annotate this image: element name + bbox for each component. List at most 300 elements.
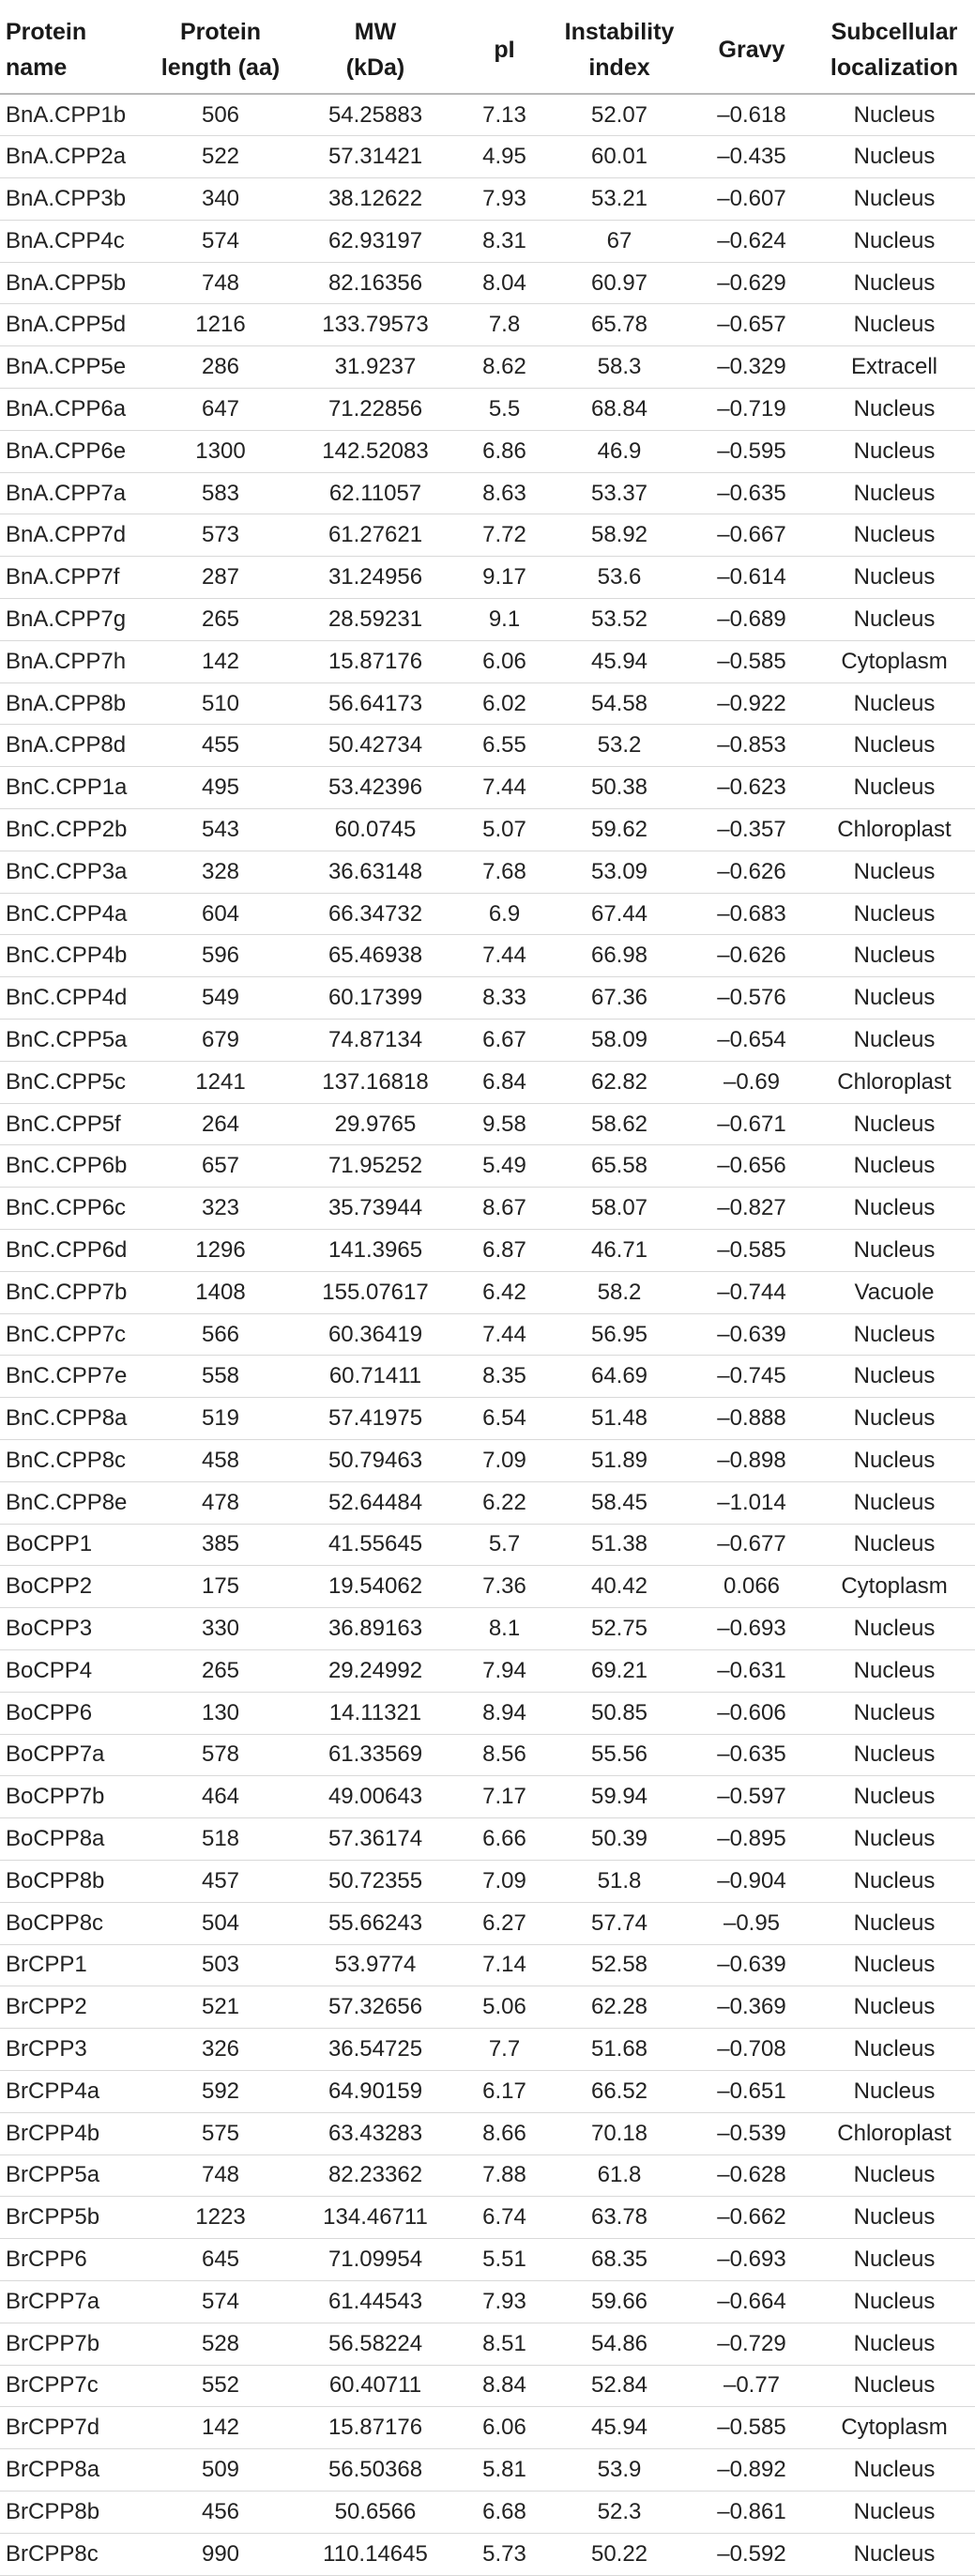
cell-subcellular-localization: Nucleus xyxy=(814,1398,975,1440)
table-row xyxy=(0,1145,975,1188)
table-row xyxy=(0,2365,975,2407)
cell-instability-index: 40.42 xyxy=(549,1566,690,1608)
cell-gravy: –0.592 xyxy=(690,2533,814,2575)
cell-protein-length: 506 xyxy=(150,94,291,136)
cell-instability-index: 57.74 xyxy=(549,1902,690,1944)
cell-protein-length: 1223 xyxy=(150,2197,291,2239)
cell-pi: 6.27 xyxy=(460,1902,549,1944)
cell-instability-index: 45.94 xyxy=(549,640,690,682)
cell-subcellular-localization: Nucleus xyxy=(814,178,975,221)
table-row xyxy=(0,1566,975,1608)
cell-protein-length: 574 xyxy=(150,220,291,262)
cell-instability-index: 53.21 xyxy=(549,178,690,221)
cell-subcellular-localization: Nucleus xyxy=(814,1902,975,1944)
cell-gravy: –0.585 xyxy=(690,1230,814,1272)
cell-mw: 66.34732 xyxy=(291,893,460,935)
cell-protein-length: 543 xyxy=(150,809,291,851)
cell-mw: 60.0745 xyxy=(291,809,460,851)
cell-pi: 6.06 xyxy=(460,2407,549,2449)
cell-pi: 7.72 xyxy=(460,514,549,557)
cell-protein-length: 175 xyxy=(150,1566,291,1608)
cell-mw: 57.32656 xyxy=(291,1986,460,2029)
cell-instability-index: 58.92 xyxy=(549,514,690,557)
cell-subcellular-localization: Nucleus xyxy=(814,851,975,893)
cell-mw: 14.11321 xyxy=(291,1692,460,1734)
cell-pi: 7.7 xyxy=(460,2029,549,2071)
cell-protein-name: BnA.CPP6a xyxy=(0,389,150,431)
cell-pi: 6.67 xyxy=(460,1020,549,1062)
cell-subcellular-localization: Nucleus xyxy=(814,1649,975,1692)
cell-protein-length: 264 xyxy=(150,1103,291,1145)
cell-pi: 7.09 xyxy=(460,1440,549,1482)
cell-mw: 31.24956 xyxy=(291,557,460,599)
table-row xyxy=(0,2280,975,2323)
cell-instability-index: 67 xyxy=(549,220,690,262)
cell-protein-length: 1241 xyxy=(150,1061,291,1103)
cell-pi: 6.06 xyxy=(460,640,549,682)
header-mw xyxy=(291,6,460,94)
table-row xyxy=(0,1692,975,1734)
table-row xyxy=(0,2407,975,2449)
cell-subcellular-localization: Vacuole xyxy=(814,1271,975,1313)
cell-mw: 60.40711 xyxy=(291,2365,460,2407)
cell-gravy: –0.729 xyxy=(690,2323,814,2365)
cell-protein-length: 478 xyxy=(150,1481,291,1524)
cell-instability-index: 50.85 xyxy=(549,1692,690,1734)
table-row xyxy=(0,682,975,725)
cell-mw: 71.95252 xyxy=(291,1145,460,1188)
protein-properties-table xyxy=(0,6,975,2576)
cell-subcellular-localization: Nucleus xyxy=(814,1313,975,1356)
cell-protein-name: BnA.CPP7a xyxy=(0,472,150,514)
cell-gravy: –0.618 xyxy=(690,94,814,136)
cell-pi: 6.02 xyxy=(460,682,549,725)
cell-subcellular-localization: Nucleus xyxy=(814,977,975,1020)
cell-gravy: –0.657 xyxy=(690,304,814,346)
cell-instability-index: 64.69 xyxy=(549,1356,690,1398)
table-row xyxy=(0,1020,975,1062)
cell-subcellular-localization: Nucleus xyxy=(814,935,975,977)
cell-instability-index: 53.52 xyxy=(549,599,690,641)
cell-protein-length: 566 xyxy=(150,1313,291,1356)
cell-subcellular-localization: Chloroplast xyxy=(814,1061,975,1103)
cell-instability-index: 60.01 xyxy=(549,136,690,178)
cell-gravy: –0.585 xyxy=(690,2407,814,2449)
cell-mw: 137.16818 xyxy=(291,1061,460,1103)
cell-protein-length: 748 xyxy=(150,262,291,304)
cell-mw: 50.6566 xyxy=(291,2491,460,2533)
table-row xyxy=(0,767,975,809)
cell-gravy: –0.626 xyxy=(690,851,814,893)
cell-pi: 6.17 xyxy=(460,2070,549,2112)
cell-instability-index: 62.28 xyxy=(549,1986,690,2029)
table-row xyxy=(0,178,975,221)
table-row xyxy=(0,1481,975,1524)
cell-mw: 60.36419 xyxy=(291,1313,460,1356)
cell-protein-name: BrCPP8b xyxy=(0,2491,150,2533)
header-protein-name xyxy=(0,6,150,94)
cell-subcellular-localization: Nucleus xyxy=(814,767,975,809)
cell-pi: 6.68 xyxy=(460,2491,549,2533)
cell-protein-name: BoCPP8b xyxy=(0,1860,150,1902)
cell-instability-index: 53.2 xyxy=(549,725,690,767)
cell-mw: 50.79463 xyxy=(291,1440,460,1482)
cell-instability-index: 58.09 xyxy=(549,1020,690,1062)
cell-pi: 8.66 xyxy=(460,2112,549,2154)
cell-mw: 38.12622 xyxy=(291,178,460,221)
header-line: Gravy xyxy=(718,36,785,63)
cell-protein-name: BrCPP6 xyxy=(0,2239,150,2281)
cell-subcellular-localization: Nucleus xyxy=(814,1020,975,1062)
cell-protein-length: 549 xyxy=(150,977,291,1020)
cell-mw: 71.09954 xyxy=(291,2239,460,2281)
cell-subcellular-localization: Nucleus xyxy=(814,1734,975,1776)
cell-subcellular-localization: Cytoplasm xyxy=(814,2407,975,2449)
header-line: name xyxy=(6,54,68,81)
cell-protein-name: BrCPP8c xyxy=(0,2533,150,2575)
table-row xyxy=(0,557,975,599)
cell-protein-name: BnC.CPP7b xyxy=(0,1271,150,1313)
cell-gravy: –0.671 xyxy=(690,1103,814,1145)
cell-protein-name: BnC.CPP8c xyxy=(0,1440,150,1482)
table-row xyxy=(0,935,975,977)
cell-protein-length: 265 xyxy=(150,599,291,641)
table-row xyxy=(0,1608,975,1650)
cell-protein-name: BrCPP3 xyxy=(0,2029,150,2071)
cell-pi: 8.67 xyxy=(460,1188,549,1230)
header-row xyxy=(0,6,975,94)
cell-instability-index: 61.8 xyxy=(549,2154,690,2197)
cell-subcellular-localization: Nucleus xyxy=(814,1986,975,2029)
cell-mw: 50.72355 xyxy=(291,1860,460,1902)
cell-pi: 7.68 xyxy=(460,851,549,893)
cell-protein-name: BnC.CPP8e xyxy=(0,1481,150,1524)
cell-subcellular-localization: Cytoplasm xyxy=(814,640,975,682)
cell-subcellular-localization: Nucleus xyxy=(814,1230,975,1272)
cell-gravy: –0.656 xyxy=(690,1145,814,1188)
cell-protein-name: BnA.CPP8d xyxy=(0,725,150,767)
cell-subcellular-localization: Nucleus xyxy=(814,557,975,599)
cell-mw: 60.17399 xyxy=(291,977,460,1020)
cell-gravy: –0.576 xyxy=(690,977,814,1020)
cell-pi: 8.84 xyxy=(460,2365,549,2407)
cell-gravy: –0.904 xyxy=(690,1860,814,1902)
table-row xyxy=(0,725,975,767)
cell-protein-name: BnA.CPP4c xyxy=(0,220,150,262)
cell-protein-length: 645 xyxy=(150,2239,291,2281)
cell-pi: 5.07 xyxy=(460,809,549,851)
cell-subcellular-localization: Nucleus xyxy=(814,1692,975,1734)
cell-protein-name: BrCPP7c xyxy=(0,2365,150,2407)
cell-instability-index: 50.39 xyxy=(549,1818,690,1861)
cell-mw: 64.90159 xyxy=(291,2070,460,2112)
table-row xyxy=(0,2449,975,2492)
cell-subcellular-localization: Nucleus xyxy=(814,1524,975,1566)
cell-protein-length: 1408 xyxy=(150,1271,291,1313)
table-row xyxy=(0,346,975,389)
cell-subcellular-localization: Nucleus xyxy=(814,1608,975,1650)
cell-pi: 8.56 xyxy=(460,1734,549,1776)
table-row xyxy=(0,1061,975,1103)
cell-instability-index: 55.56 xyxy=(549,1734,690,1776)
cell-pi: 7.44 xyxy=(460,935,549,977)
table-body xyxy=(0,94,975,2575)
cell-protein-length: 455 xyxy=(150,725,291,767)
cell-protein-length: 573 xyxy=(150,514,291,557)
cell-instability-index: 52.07 xyxy=(549,94,690,136)
cell-protein-length: 142 xyxy=(150,2407,291,2449)
cell-protein-name: BnC.CPP6c xyxy=(0,1188,150,1230)
header-line: pI xyxy=(494,36,515,63)
cell-pi: 7.17 xyxy=(460,1776,549,1818)
cell-pi: 4.95 xyxy=(460,136,549,178)
cell-subcellular-localization: Nucleus xyxy=(814,2239,975,2281)
cell-subcellular-localization: Nucleus xyxy=(814,514,975,557)
cell-mw: 49.00643 xyxy=(291,1776,460,1818)
cell-pi: 5.06 xyxy=(460,1986,549,2029)
cell-protein-name: BnC.CPP3a xyxy=(0,851,150,893)
cell-instability-index: 46.9 xyxy=(549,430,690,472)
cell-protein-length: 1216 xyxy=(150,304,291,346)
cell-instability-index: 58.3 xyxy=(549,346,690,389)
header-line: (kDa) xyxy=(345,54,405,81)
cell-instability-index: 52.75 xyxy=(549,1608,690,1650)
cell-mw: 54.25883 xyxy=(291,94,460,136)
cell-protein-name: BrCPP4a xyxy=(0,2070,150,2112)
cell-gravy: –0.606 xyxy=(690,1692,814,1734)
cell-subcellular-localization: Nucleus xyxy=(814,1440,975,1482)
table-row xyxy=(0,262,975,304)
cell-gravy: –0.861 xyxy=(690,2491,814,2533)
cell-pi: 5.51 xyxy=(460,2239,549,2281)
cell-pi: 7.44 xyxy=(460,1313,549,1356)
table-header xyxy=(0,6,975,94)
cell-instability-index: 56.95 xyxy=(549,1313,690,1356)
cell-subcellular-localization: Nucleus xyxy=(814,472,975,514)
table-row xyxy=(0,472,975,514)
table-row xyxy=(0,430,975,472)
cell-protein-name: BoCPP3 xyxy=(0,1608,150,1650)
cell-protein-length: 574 xyxy=(150,2280,291,2323)
table-row xyxy=(0,2070,975,2112)
cell-mw: 56.64173 xyxy=(291,682,460,725)
cell-protein-name: BnA.CPP7d xyxy=(0,514,150,557)
cell-protein-length: 657 xyxy=(150,1145,291,1188)
cell-protein-name: BnC.CPP1a xyxy=(0,767,150,809)
cell-mw: 155.07617 xyxy=(291,1271,460,1313)
cell-pi: 8.33 xyxy=(460,977,549,1020)
cell-pi: 7.13 xyxy=(460,94,549,136)
cell-subcellular-localization: Nucleus xyxy=(814,220,975,262)
table-row xyxy=(0,2197,975,2239)
header-line: Protein xyxy=(6,18,87,45)
cell-subcellular-localization: Nucleus xyxy=(814,2449,975,2492)
cell-subcellular-localization: Nucleus xyxy=(814,682,975,725)
cell-protein-name: BnC.CPP5c xyxy=(0,1061,150,1103)
cell-gravy: –0.667 xyxy=(690,514,814,557)
cell-mw: 53.9774 xyxy=(291,1944,460,1986)
cell-instability-index: 59.94 xyxy=(549,1776,690,1818)
cell-gravy: –0.888 xyxy=(690,1398,814,1440)
cell-mw: 36.54725 xyxy=(291,2029,460,2071)
cell-protein-length: 518 xyxy=(150,1818,291,1861)
table-row xyxy=(0,1356,975,1398)
cell-protein-name: BnC.CPP4a xyxy=(0,893,150,935)
header-line: localization xyxy=(830,54,959,81)
cell-mw: 62.11057 xyxy=(291,472,460,514)
cell-instability-index: 68.35 xyxy=(549,2239,690,2281)
cell-mw: 65.46938 xyxy=(291,935,460,977)
cell-gravy: –0.595 xyxy=(690,430,814,472)
cell-protein-name: BnA.CPP7g xyxy=(0,599,150,641)
cell-protein-length: 522 xyxy=(150,136,291,178)
header-line: MW xyxy=(354,18,397,45)
cell-protein-length: 504 xyxy=(150,1902,291,1944)
cell-subcellular-localization: Extracell xyxy=(814,346,975,389)
cell-subcellular-localization: Nucleus xyxy=(814,2491,975,2533)
table-row xyxy=(0,1313,975,1356)
cell-instability-index: 58.07 xyxy=(549,1188,690,1230)
cell-protein-length: 510 xyxy=(150,682,291,725)
cell-protein-length: 558 xyxy=(150,1356,291,1398)
cell-gravy: –0.357 xyxy=(690,809,814,851)
cell-protein-length: 578 xyxy=(150,1734,291,1776)
cell-instability-index: 65.58 xyxy=(549,1145,690,1188)
table-row xyxy=(0,1230,975,1272)
cell-instability-index: 54.58 xyxy=(549,682,690,725)
cell-subcellular-localization: Nucleus xyxy=(814,1944,975,1986)
cell-gravy: –0.853 xyxy=(690,725,814,767)
cell-pi: 5.7 xyxy=(460,1524,549,1566)
cell-subcellular-localization: Cytoplasm xyxy=(814,1566,975,1608)
cell-subcellular-localization: Nucleus xyxy=(814,1776,975,1818)
cell-protein-length: 326 xyxy=(150,2029,291,2071)
cell-instability-index: 58.45 xyxy=(549,1481,690,1524)
table-row xyxy=(0,1776,975,1818)
table-row xyxy=(0,136,975,178)
cell-protein-length: 575 xyxy=(150,2112,291,2154)
cell-protein-name: BnC.CPP8a xyxy=(0,1398,150,1440)
cell-gravy: –0.624 xyxy=(690,220,814,262)
cell-instability-index: 45.94 xyxy=(549,2407,690,2449)
cell-subcellular-localization: Chloroplast xyxy=(814,2112,975,2154)
cell-protein-length: 340 xyxy=(150,178,291,221)
cell-protein-name: BrCPP7d xyxy=(0,2407,150,2449)
table-row xyxy=(0,2323,975,2365)
cell-protein-length: 592 xyxy=(150,2070,291,2112)
cell-pi: 6.42 xyxy=(460,1271,549,1313)
cell-pi: 8.35 xyxy=(460,1356,549,1398)
cell-protein-length: 458 xyxy=(150,1440,291,1482)
cell-gravy: –0.628 xyxy=(690,2154,814,2197)
cell-gravy: –0.677 xyxy=(690,1524,814,1566)
cell-mw: 36.89163 xyxy=(291,1608,460,1650)
cell-protein-name: BoCPP2 xyxy=(0,1566,150,1608)
cell-gravy: –0.597 xyxy=(690,1776,814,1818)
cell-protein-name: BnC.CPP6d xyxy=(0,1230,150,1272)
cell-pi: 5.81 xyxy=(460,2449,549,2492)
cell-protein-name: BnA.CPP5b xyxy=(0,262,150,304)
cell-mw: 141.3965 xyxy=(291,1230,460,1272)
cell-gravy: –0.892 xyxy=(690,2449,814,2492)
cell-mw: 62.93197 xyxy=(291,220,460,262)
cell-protein-name: BoCPP8c xyxy=(0,1902,150,1944)
table-row xyxy=(0,1986,975,2029)
cell-protein-name: BnA.CPP7f xyxy=(0,557,150,599)
table-row xyxy=(0,1398,975,1440)
cell-gravy: –0.631 xyxy=(690,1649,814,1692)
cell-pi: 9.58 xyxy=(460,1103,549,1145)
cell-pi: 6.66 xyxy=(460,1818,549,1861)
cell-pi: 7.09 xyxy=(460,1860,549,1902)
cell-subcellular-localization: Nucleus xyxy=(814,2533,975,2575)
cell-protein-length: 604 xyxy=(150,893,291,935)
cell-gravy: –0.77 xyxy=(690,2365,814,2407)
cell-gravy: –0.683 xyxy=(690,893,814,935)
cell-mw: 28.59231 xyxy=(291,599,460,641)
cell-subcellular-localization: Nucleus xyxy=(814,599,975,641)
cell-protein-length: 328 xyxy=(150,851,291,893)
cell-mw: 31.9237 xyxy=(291,346,460,389)
table-row xyxy=(0,1271,975,1313)
cell-subcellular-localization: Nucleus xyxy=(814,2070,975,2112)
cell-instability-index: 50.38 xyxy=(549,767,690,809)
cell-protein-name: BnC.CPP7c xyxy=(0,1313,150,1356)
cell-mw: 110.14645 xyxy=(291,2533,460,2575)
cell-instability-index: 68.84 xyxy=(549,389,690,431)
cell-protein-length: 286 xyxy=(150,346,291,389)
cell-pi: 6.22 xyxy=(460,1481,549,1524)
cell-pi: 5.49 xyxy=(460,1145,549,1188)
cell-protein-name: BrCPP5b xyxy=(0,2197,150,2239)
table-row xyxy=(0,1188,975,1230)
cell-pi: 6.54 xyxy=(460,1398,549,1440)
cell-pi: 7.14 xyxy=(460,1944,549,1986)
cell-instability-index: 67.44 xyxy=(549,893,690,935)
cell-mw: 61.44543 xyxy=(291,2280,460,2323)
table-row xyxy=(0,2239,975,2281)
cell-pi: 7.88 xyxy=(460,2154,549,2197)
cell-mw: 15.87176 xyxy=(291,2407,460,2449)
cell-subcellular-localization: Nucleus xyxy=(814,893,975,935)
cell-mw: 71.22856 xyxy=(291,389,460,431)
cell-instability-index: 59.66 xyxy=(549,2280,690,2323)
cell-protein-name: BoCPP7b xyxy=(0,1776,150,1818)
cell-protein-length: 647 xyxy=(150,389,291,431)
table-row xyxy=(0,2029,975,2071)
cell-protein-length: 464 xyxy=(150,1776,291,1818)
cell-instability-index: 51.8 xyxy=(549,1860,690,1902)
cell-protein-name: BnC.CPP4b xyxy=(0,935,150,977)
cell-subcellular-localization: Nucleus xyxy=(814,2365,975,2407)
table-row xyxy=(0,2112,975,2154)
table-row xyxy=(0,1860,975,1902)
table-row xyxy=(0,304,975,346)
cell-subcellular-localization: Nucleus xyxy=(814,262,975,304)
cell-instability-index: 66.52 xyxy=(549,2070,690,2112)
header-line: index xyxy=(588,54,650,81)
cell-gravy: –0.95 xyxy=(690,1902,814,1944)
cell-gravy: –0.654 xyxy=(690,1020,814,1062)
cell-protein-length: 330 xyxy=(150,1608,291,1650)
cell-pi: 7.36 xyxy=(460,1566,549,1608)
cell-protein-name: BnA.CPP1b xyxy=(0,94,150,136)
table-row xyxy=(0,220,975,262)
cell-instability-index: 53.9 xyxy=(549,2449,690,2492)
cell-gravy: –0.69 xyxy=(690,1061,814,1103)
cell-mw: 133.79573 xyxy=(291,304,460,346)
cell-subcellular-localization: Nucleus xyxy=(814,1356,975,1398)
